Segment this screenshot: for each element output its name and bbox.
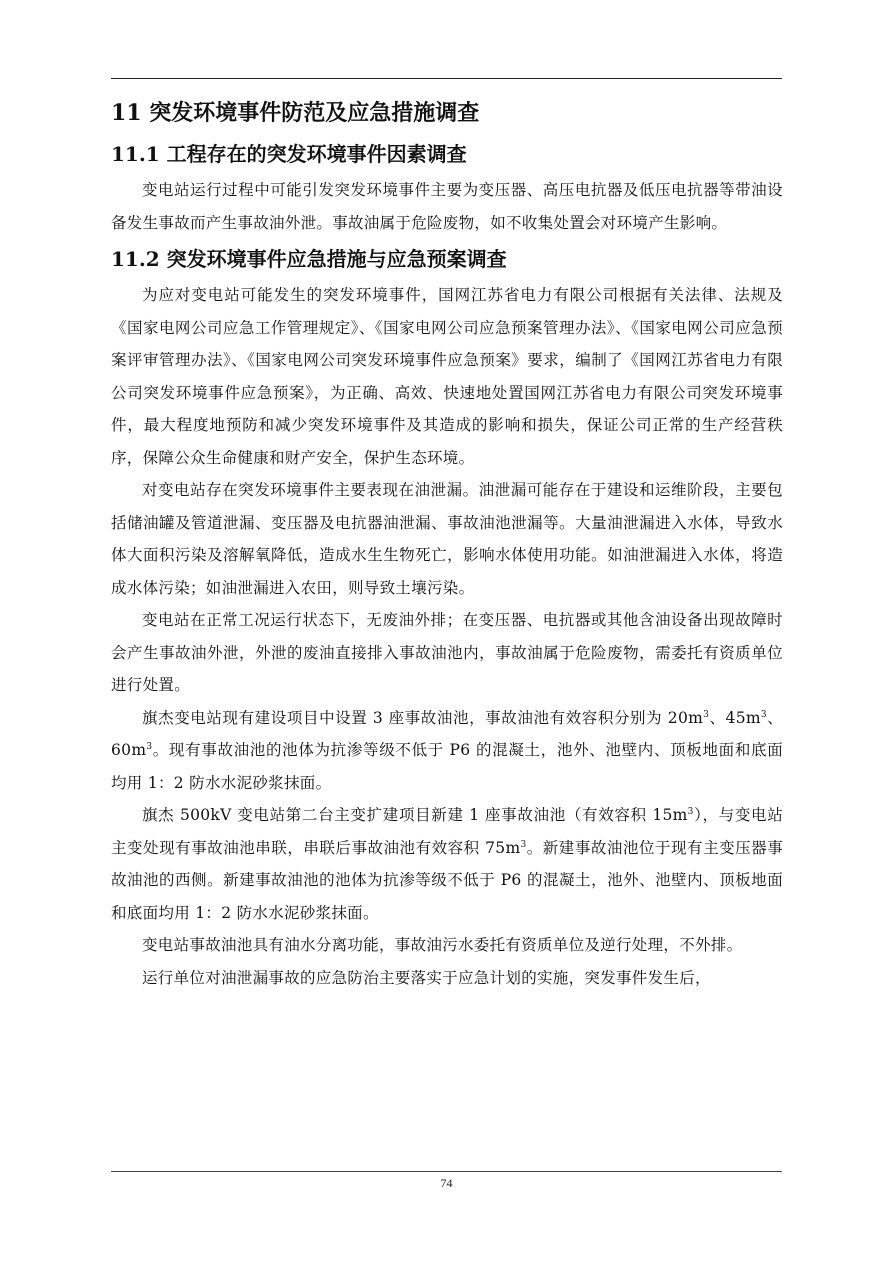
- text-segment: 。新建事故油池位于现有主变压器事故油池的西侧。新建事故油池的池体为抗渗等级不低于 P6 的混凝土，池外、池壁内、顶板地面和底面均用 1：2 防水水泥砂浆抹面。: [111, 838, 783, 922]
- paragraph-11-1: 变电站运行过程中可能引发突发环境事件主要为变压器、高压电抗器及低压电抗器等带油设备发生事故而产生事故油外泄。事故油属于危险废物，如不收集处置会对环境产生影响。: [111, 181, 783, 232]
- text-segment: 、45m: [709, 708, 761, 727]
- paragraph-oil-leak: 对变电站存在突发环境事件主要表现在油泄漏。油泄漏可能存在于建设和运维阶段，主要包括储油罐及管道泄漏、变压器及电抗器油泄漏、事故油池泄漏等。大量油泄漏进入水体，导致水体大面积污染及溶解氧降低，造成水生生物死亡，影响水体使用功能。如油泄漏进入水体，将造成水体污染；如油泄漏进入农田，则导致土壤污染。: [111, 481, 783, 597]
- page-number: 74: [440, 1176, 453, 1190]
- superscript-3: 3: [687, 806, 694, 817]
- superscript-3: 3: [703, 709, 710, 720]
- header-rule: [111, 78, 782, 79]
- text-segment: 。现有事故油池的池体为抗渗等级不低于 P6 的混凝土，池外、池壁内、顶板地面和底面均用 1：2 防水水泥砂浆抹面。: [111, 741, 783, 792]
- superscript-3: 3: [760, 709, 767, 720]
- paragraph-emergency-response: 运行单位对油泄漏事故的应急防治主要落实于应急计划的实施，突发事件发生后，: [142, 968, 711, 987]
- paragraph-existing-oil-pools: [111, 702, 783, 800]
- text-segment: 旗杰变电站现有建设项目中设置 3 座事故油池，事故油池有效容积分别为 20m: [142, 708, 704, 727]
- paragraph-oil-separation: 变电站事故油池具有油水分离功能，事故油污水委托有资质单位及逆行处理，不外排。: [142, 936, 743, 954]
- text-segment: 旗杰 500kV 变电站第二台主变扩建项目新建 1 座事故油池（有效容积 15m: [142, 806, 688, 824]
- section-heading-11-1: 11.1 工程存在的突发环境事件因素调查: [111, 142, 467, 166]
- page-content: [111, 92, 783, 994]
- footer-rule: [111, 1171, 782, 1172]
- text-segment: ），与变电站主变处现有事故油池串联，串联后事故油池有效容积 75m: [111, 806, 783, 857]
- text-segment: 、60m: [111, 708, 783, 759]
- paragraph-new-oil-pool: [111, 799, 783, 929]
- superscript-3: 3: [520, 839, 527, 850]
- superscript-3: 3: [146, 741, 153, 752]
- chapter-heading: 11 突发环境事件防范及应急措施调查: [111, 100, 480, 126]
- paragraph-emergency-plan: 为应对变电站可能发生的突发环境事件，国网江苏省电力有限公司根据有关法律、法规及《国家电网公司应急工作管理规定》、《国家电网公司应急预案管理办法》、《国家电网公司应急预案评审管理办法》、《国家电网公司突发环境事件应急预案》要求，编制了《国网江苏省电力有限公司突发环境事件应急预案》，为正确、高效、快速地处置国网江苏省电力有限公司突发环境事件，最大程度地预防和减少突发环境事件及其造成的影响和损失，保证公司正常的生产经营秩序，保障公众生命健康和财产安全，保护生态环境。: [111, 286, 783, 467]
- paragraph-normal-operation: 变电站在正常工况运行状态下，无废油外排；在变压器、电抗器或其他含油设备出现故障时会产生事故油外泄，外泄的废油直接排入事故油池内，事故油属于危险废物，需委托有资质单位进行处置。: [111, 611, 783, 694]
- section-heading-11-2: 11.2 突发环境事件应急措施与应急预案调查: [111, 247, 507, 271]
